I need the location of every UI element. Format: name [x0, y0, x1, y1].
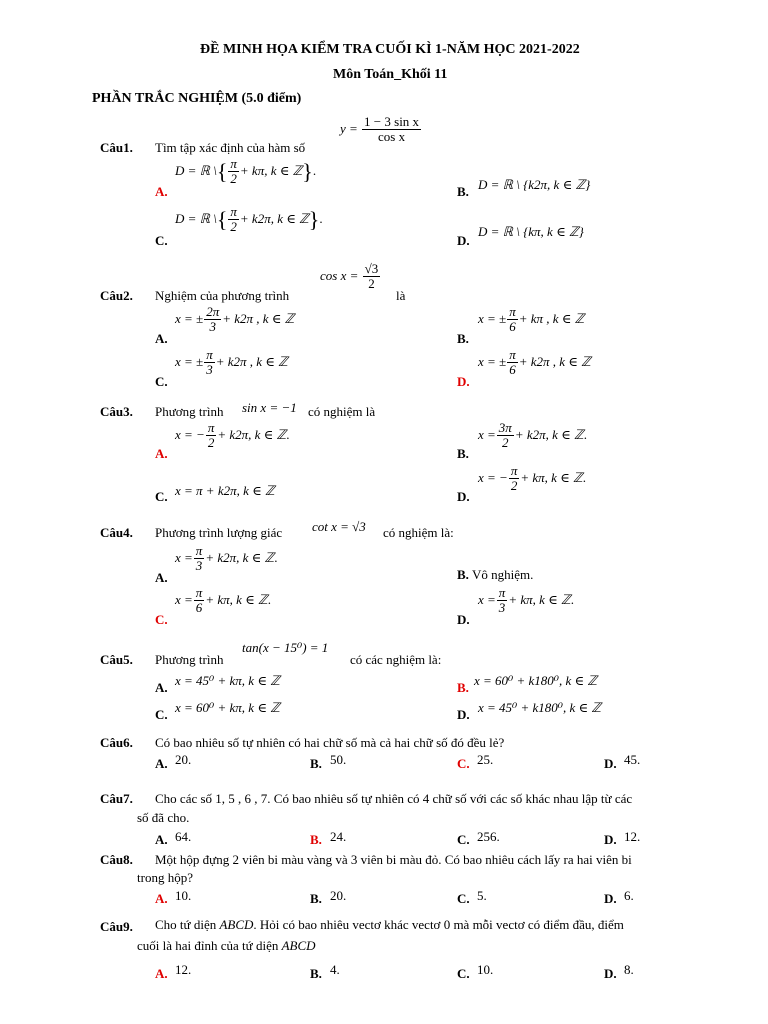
option-d-label[interactable]: D. [457, 707, 470, 722]
option-a-label[interactable]: A. [155, 891, 168, 906]
option-b-content: 50. [330, 752, 347, 767]
option-d-label[interactable]: D. [604, 966, 617, 981]
option-c-label[interactable]: C. [457, 832, 470, 847]
option-b-content: x = 60⁰ + k180⁰, k ∈ ℤ [474, 673, 598, 688]
option-c-content: 10. [477, 962, 494, 977]
question-text-end: có nghiệm là [308, 404, 376, 419]
option-d-label[interactable]: D. [457, 233, 470, 248]
question-formula: sin x = −1 [242, 400, 297, 415]
option-d-label[interactable]: D. [604, 891, 617, 906]
question-text: Cho các số 1, 5 , 6 , 7. Có bao nhiêu số tự nhiên có 4 chữ số với các số khác nhau lập từ các [155, 791, 633, 806]
question-label: Câu7. [100, 791, 133, 806]
option-a-content: 12. [175, 962, 192, 977]
option-c-label[interactable]: C. [155, 612, 168, 627]
option-c-label[interactable]: C. [155, 374, 168, 389]
option-d-content: x = ± $\frac{\pi}{6}$ + k2π , k ∈ ℤ [478, 347, 591, 378]
option-b-label[interactable]: B. [457, 184, 469, 199]
option-c-content: 25. [477, 752, 494, 767]
option-d-content: 45. [624, 752, 641, 767]
option-d-label[interactable]: D. [457, 374, 470, 389]
option-b-label[interactable]: B. [310, 756, 322, 771]
option-b-content: D = ℝ \ {k2π, k ∈ ℤ} [478, 177, 591, 192]
option-b-label[interactable]: B. [310, 966, 322, 981]
option-c-content: x = 60⁰ + kπ, k ∈ ℤ [175, 700, 280, 715]
question-label: Câu2. [100, 288, 133, 303]
question-text: Tìm tập xác định của hàm số [155, 140, 306, 155]
option-a-label[interactable]: A. [155, 966, 168, 981]
option-d-content: x = 45⁰ + k180⁰, k ∈ ℤ [478, 700, 602, 715]
option-d-content: x = − $\frac{\pi}{2}$ + kπ, k ∈ ℤ. [478, 463, 586, 494]
option-c-content: x = π + k2π, k ∈ ℤ [175, 483, 275, 498]
option-a-label[interactable]: A. [155, 570, 168, 585]
question-label: Câu3. [100, 404, 133, 419]
option-d-content: 6. [624, 888, 634, 903]
option-c-content: 256. [477, 829, 500, 844]
question-formula: cos x = $\frac{√3}{2}$ [320, 261, 379, 292]
option-b-content: x = ± $\frac{\pi}{6}$ + kπ , k ∈ ℤ [478, 304, 585, 335]
question-formula: cot x = √3 [312, 519, 366, 534]
question-text: Phương trình lượng giác [155, 525, 283, 540]
option-c-content: D = ℝ \{ $\frac{\pi}{2}$ + k2π, k ∈ ℤ}. [175, 204, 323, 235]
option-b-label[interactable]: B. [310, 891, 322, 906]
option-a-label[interactable]: A. [155, 680, 168, 695]
option-a-label[interactable]: A. [155, 446, 168, 461]
option-d-content: 8. [624, 962, 634, 977]
question-text: Một hộp đựng 2 viên bi màu vàng và 3 viên bi màu đỏ. Có bao nhiêu cách lấy ra hai viên bi [155, 852, 632, 867]
option-a-content: x = ± $\frac{2\pi}{3}$ + k2π , k ∈ ℤ [175, 304, 295, 335]
question-text: Phương trình [155, 652, 224, 667]
question-label: Câu5. [100, 652, 133, 667]
option-c-label[interactable]: C. [457, 891, 470, 906]
option-b-label[interactable]: B. [457, 446, 469, 461]
option-a-content: 10. [175, 888, 192, 903]
question-formula: y = $\frac{\text{1 − 3 sin x}}{\text{cos x}}$ [340, 114, 420, 145]
section-heading: PHẦN TRẮC NGHIỆM (5.0 điểm) [92, 91, 302, 106]
option-d-content: x = $\frac{\pi}{3}$ + kπ, k ∈ ℤ. [478, 585, 574, 616]
question-label: Câu4. [100, 525, 133, 540]
question-formula: tan(x − 15⁰) = 1 [242, 640, 329, 655]
option-b-text: Vô nghiệm. [471, 567, 534, 582]
question-text: Cho tứ diện ABCD. Hỏi có bao nhiêu vectơ khác vectơ 0 mà mỗi vectơ có điểm đầu, điểm [155, 917, 624, 932]
question-text: Phương trình [155, 404, 224, 419]
question-text: Nghiệm của phương trình [155, 288, 290, 303]
option-b-content: 20. [330, 888, 347, 903]
option-b-label[interactable]: B. [310, 832, 322, 847]
option-a-content: x = − $\frac{\pi}{2}$ + k2π, k ∈ ℤ. [175, 420, 290, 451]
option-c-label[interactable]: C. [457, 756, 470, 771]
option-c-label[interactable]: C. [155, 489, 168, 504]
question-text-end: là [396, 288, 406, 303]
option-a-content: 64. [175, 829, 192, 844]
option-c-content: x = $\frac{\pi}{6}$ + kπ, k ∈ ℤ. [175, 585, 271, 616]
option-d-label[interactable]: D. [604, 756, 617, 771]
question-label: Câu8. [100, 852, 133, 867]
option-b-content: 24. [330, 829, 347, 844]
question-label: Câu1. [100, 140, 133, 155]
question-text-end: có nghiệm là: [383, 525, 454, 540]
question-text-line2: cuối là hai đỉnh của tứ diện ABCD [137, 938, 316, 953]
option-a-content: x = 45⁰ + kπ, k ∈ ℤ [175, 673, 280, 688]
option-d-label[interactable]: D. [457, 489, 470, 504]
option-a-label[interactable]: A. [155, 331, 168, 346]
option-b-content[interactable] [457, 567, 533, 583]
question-text: Có bao nhiêu số tự nhiên có hai chữ số mà cả hai chữ số đó đều lẻ? [155, 735, 505, 750]
question-text-line2: trong hộp? [137, 870, 193, 885]
option-a-content: x = $\frac{\pi}{3}$ + k2π, k ∈ ℤ. [175, 543, 278, 574]
option-a-label[interactable]: A. [155, 756, 168, 771]
option-a-content: 20. [175, 752, 192, 767]
option-a-label[interactable]: A. [155, 832, 168, 847]
option-b-label[interactable]: B. [457, 680, 469, 695]
exam-title: ĐỀ MINH HỌA KIỂM TRA CUỐI KÌ 1-NĂM HỌC 2021-2022 [200, 42, 580, 57]
option-d-label[interactable]: D. [604, 832, 617, 847]
option-d-content: 12. [624, 829, 641, 844]
question-label: Câu9. [100, 919, 133, 934]
subject-line: Môn Toán_Khối 11 [333, 67, 448, 82]
option-c-content: x = ± $\frac{\pi}{3}$ + k2π , k ∈ ℤ [175, 347, 288, 378]
option-a-label[interactable]: A. [155, 184, 168, 199]
option-c-label[interactable]: C. [155, 233, 168, 248]
option-b-content: 4. [330, 962, 340, 977]
option-b-label[interactable]: B. [457, 331, 469, 346]
option-a-content: D = ℝ \{ $\frac{\pi}{2}$ + kπ, k ∈ ℤ}. [175, 156, 317, 187]
option-c-label[interactable]: C. [457, 966, 470, 981]
question-text-line2: số đã cho. [137, 810, 190, 825]
option-c-content: 5. [477, 888, 487, 903]
question-label: Câu6. [100, 735, 133, 750]
option-d-label[interactable]: D. [457, 612, 470, 627]
option-d-content: D = ℝ \ {kπ, k ∈ ℤ} [478, 224, 584, 239]
question-text-end: có các nghiệm là: [350, 652, 442, 667]
option-b-content: x = $\frac{3\pi}{2}$ + k2π, k ∈ ℤ. [478, 420, 587, 451]
option-c-label[interactable]: C. [155, 707, 168, 722]
option-b-label: B. [457, 567, 469, 582]
